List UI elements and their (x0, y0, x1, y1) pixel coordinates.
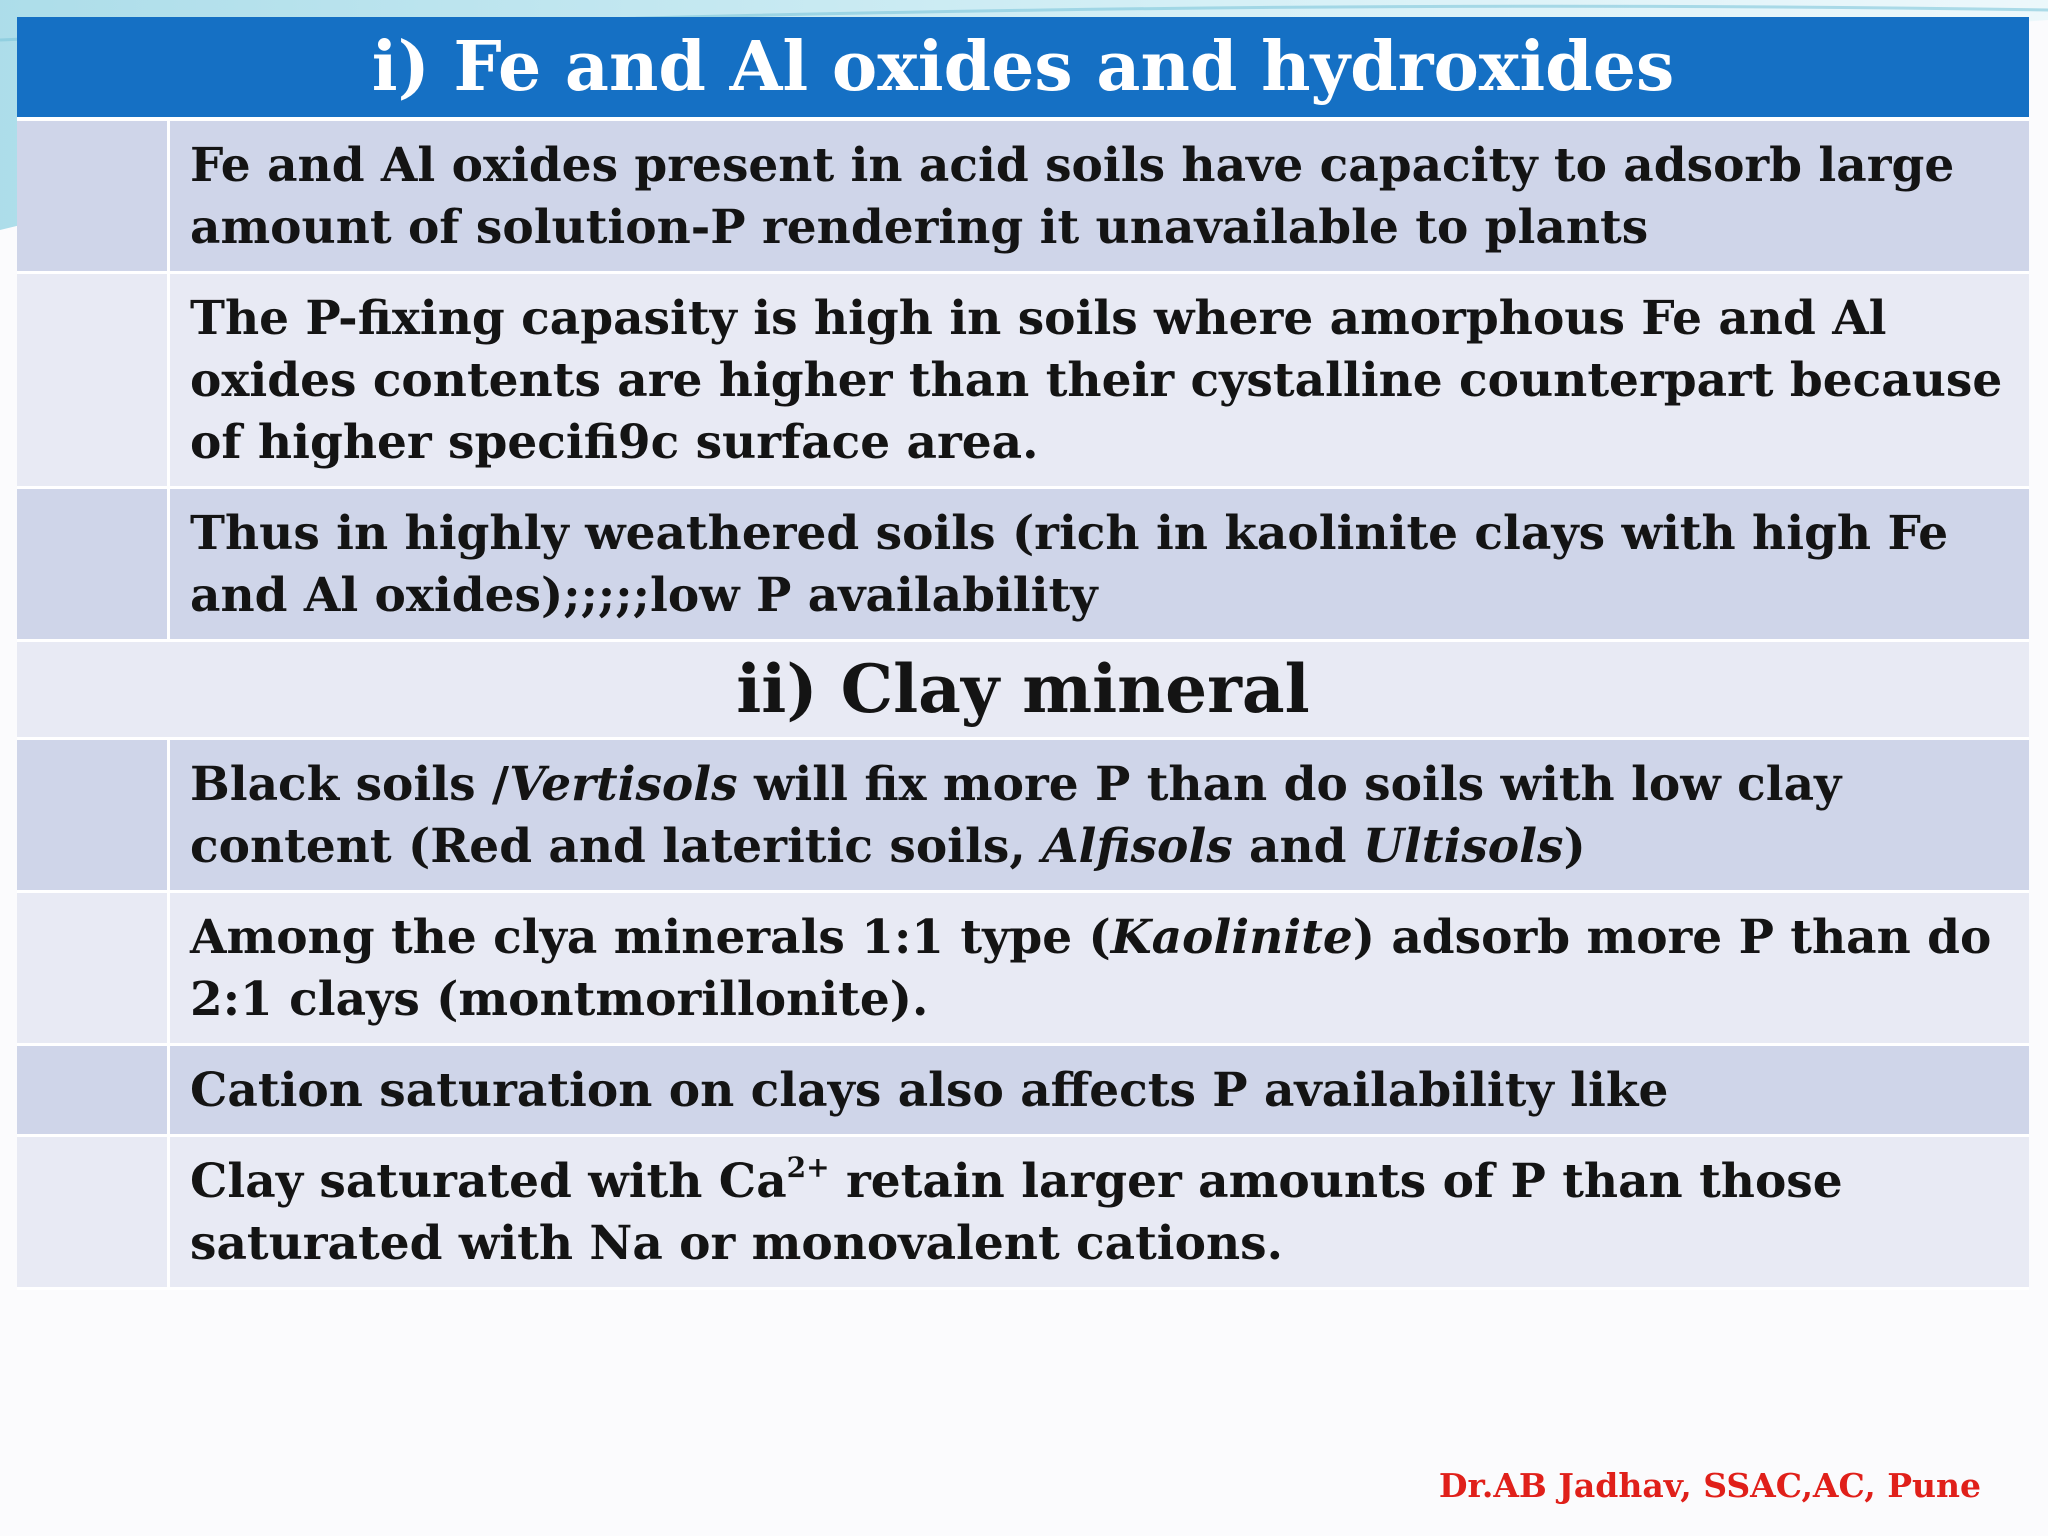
row-lead-cell (17, 121, 170, 271)
row-text: Fe and Al oxides present in acid soils have capacity to adsorb large amount of solution-P rendering it unavailable to plants (190, 138, 1955, 255)
row-lead-cell (17, 489, 170, 639)
text-part: retain larger amounts of P than those saturated with Na or monovalent cations. (190, 1154, 1843, 1271)
row-lead-cell (17, 893, 170, 1043)
text-part: Among the clya minerals 1:1 type ( (190, 910, 1111, 965)
row-text (170, 893, 2029, 1043)
row-lead-cell (17, 1137, 170, 1287)
table-row (17, 893, 2029, 1046)
table-row (17, 274, 2029, 489)
slide-title: i) Fe and Al oxides and hydroxides (17, 17, 2029, 121)
table-row (17, 1046, 2029, 1137)
text-part: ) adsorb more P than do 2:1 clays (montmorillonite). (190, 910, 1992, 1027)
italic-term: Kaolinite (1110, 910, 1353, 965)
table-row (17, 1137, 2029, 1290)
row-lead-cell (17, 740, 170, 890)
row-text: Thus in highly weathered soils (rich in kaolinite clays with high Fe and Al oxides);;;;;low P availability (190, 506, 1949, 623)
section-heading: ii) Clay mineral (17, 642, 2029, 740)
italic-term: Alfisols (1042, 819, 1233, 874)
content-table (17, 17, 2029, 1290)
italic-term: Vertisols (509, 757, 738, 812)
text-part: will fix more P than do soils with low clay content (Red and lateritic soils, (190, 757, 1842, 874)
italic-term: Ultisols (1362, 819, 1564, 874)
row-lead-cell (17, 274, 170, 486)
text-part: ) (1563, 819, 1586, 874)
superscript-charge: 2+ (786, 1151, 830, 1184)
text-part: Black soils / (190, 757, 510, 812)
row-text: Cation saturation on clays also affects P availability like (190, 1063, 1669, 1118)
table-row (17, 121, 2029, 274)
row-text: The P-fixing capasity is high in soils where amorphous Fe and Al oxides contents are higher than their cystalline counterpart because of higher specifi9c surface area. (190, 291, 2003, 470)
table-row (17, 740, 2029, 893)
text-part: and (1232, 819, 1363, 874)
row-text (170, 740, 2029, 890)
text-part: Clay saturated with Ca (190, 1154, 787, 1209)
row-lead-cell (17, 1046, 170, 1134)
row-text (170, 1137, 2029, 1287)
table-row (17, 489, 2029, 642)
author-footer: Dr.AB Jadhav, SSAC,AC, Pune (1438, 1466, 1981, 1505)
